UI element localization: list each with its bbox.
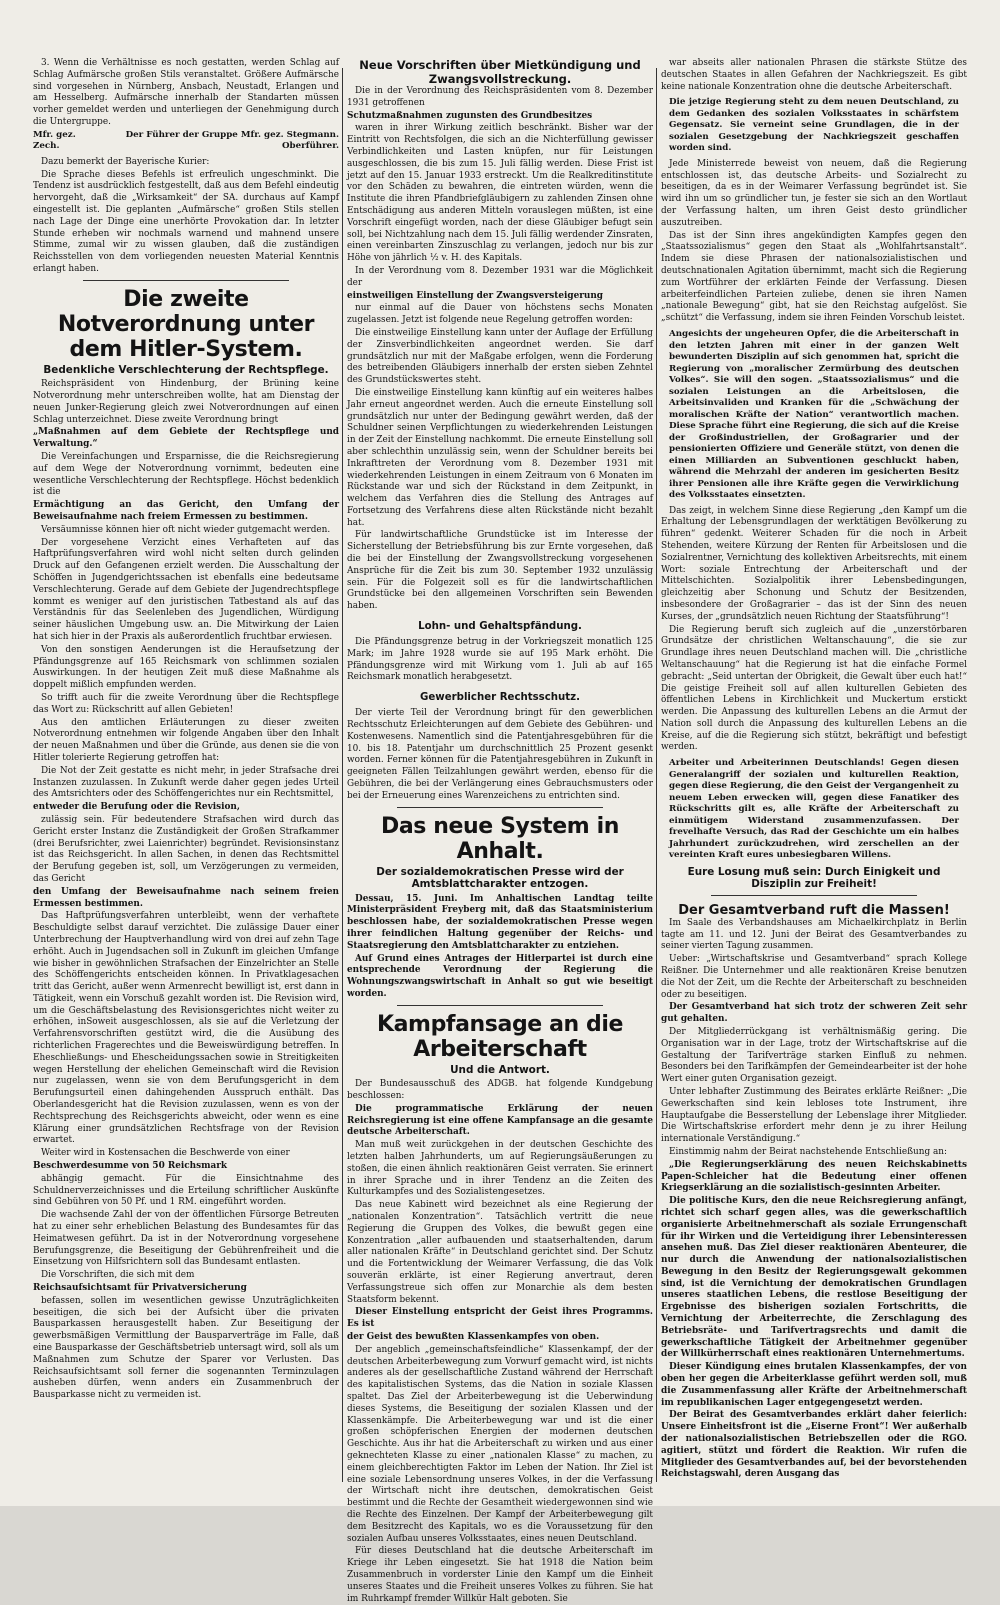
signature-left: Mfr. gez. Zech. xyxy=(33,129,76,151)
article-paragraph: Weiter wird in Kostensachen die Beschwerde von einer xyxy=(41,1148,290,1159)
article-paragraph-bold: der Geist des bewußten Klassenkampfes von oben. xyxy=(347,1332,600,1343)
article-paragraph: Die Regierung beruft sich zugleich auf die „unzerstörbaren Grundsätze der christlichen Weltanschauung“, die sie zur Grundlage ihres neuen Deutschland machen will. Die „christliche Weltanschauung“ hat die Regierung ist hat die einfache Formel gebracht: „Seid untertan der Obrigkeit, die Gewalt über euch hat!“ Die geistige Freiheit soll auf allen kulturellen Gebieten des öffentlichen Lebens in Kirchlichkeit und Muckertum erstickt werden. Die Anpassung des kulturellen Lebens an die Armut der Nation soll durch die Anpassung des kulturellen Lebens an die Kreise, auf die die Regierung sich stützt, bekräftigt und befestigt werden. xyxy=(661,624,967,753)
headline-divider xyxy=(397,1005,603,1006)
article-paragraph-bold: den Umfang der Beweisaufnahme nach seinem freien Ermessen bestimmen. xyxy=(33,886,339,909)
article-paragraph-bold: Die programmatische Erklärung der neuen Reichsregierung ist eine offene Kampfansage an die gesamte deutsche Arbeiterschaft. xyxy=(347,1103,653,1138)
article-paragraph: Der Bundesausschuß des ADGB. hat folgende Kundgebung beschlossen: xyxy=(347,1079,653,1102)
article-paragraph: Die Vereinfachungen und Ersparnisse, die die Reichsregierung auf dem Wege der Notverordnung vornimmt, bedeuten eine wesentliche Verschlechterung der Rechtspflege. Höchst bedenklich ist die xyxy=(33,452,339,498)
article-paragraph-bold: Dessau, 15. Juni. Im Anhaltischen Landtag teilte Ministerpräsident Freyberg mit, daß das Staatsministerium beschlossen habe, der sozialdemokratischen Presse wegen ihrer feindlichen Haltung gegenüber der Reichs- und Staatsregierung den Amtsblattcharakter zu entziehen. xyxy=(347,893,653,951)
kampfansage-headline: Kampfansage an die Arbeiterschaft xyxy=(376,1011,624,1062)
article-paragraph-bold: Der Gesamtverband hat sich trotz der schweren Zeit sehr gut gehalten. xyxy=(661,1002,967,1025)
kampfansage-subhead: Und die Antwort. xyxy=(450,1063,550,1076)
middle-column xyxy=(347,58,654,1604)
headline-divider xyxy=(711,895,917,896)
article-paragraph: Versäumnisse können hier oft nicht wieder gutgemacht werden. xyxy=(41,524,331,535)
article-paragraph-bold: Dieser Einstellung entspricht der Geist ihres Programms. Es ist xyxy=(347,1307,653,1330)
article-paragraph-bold: Der Beirat des Gesamtverbandes erklärt daher feierlich: Unsere Einheitsfront ist die „Eiserne Front“! Wer außerhalb der nationalsozialistischen Betriebszellen oder die RGO. agitiert, stützt und fördert die Reaktion. Wir rufen die Mitglieder des Gesamtverbandes auf, bei der bevorstehenden Reichstagswahl, deren Ausgang das xyxy=(661,1410,967,1480)
article-headline: Die zweite Notverordnung unter dem Hitler-System. xyxy=(57,286,315,362)
article-paragraph-bold: Schutzmaßnahmen zugunsten des Grundbesitzes xyxy=(347,110,593,121)
article-paragraph: Im Saale des Verbandshauses am Michaelkirchplatz in Berlin tagte am 11. und 12. Juni der Beirat des Gesamtverbandes zu seiner vierten Tagung zusammen. xyxy=(661,917,967,952)
article-paragraph: Reichspräsident von Hindenburg, der Brüning keine Notverordnung mehr unterschreiben wollte, hat am Dienstag der neuen Junker-Regierung gleich zwei Notverordnungen auf einen Schlag unterzeichnet. Diese zweite Verordnung bringt xyxy=(33,379,339,425)
article-paragraph-bold: Dieser Kündigung eines brutalen Klassenkampfes, der von oben her gegen die Arbeiterklasse geführt werden soll, muß die Zusammenfassung aller Kräfte der Arbeitnehmerschaft im republikanischen Lager entgegengesetzt werden. xyxy=(661,1362,967,1408)
headline-divider xyxy=(397,807,603,808)
article-paragraph-bold: „Maßnahmen auf dem Gebiete der Rechtspflege und Verwaltung.“ xyxy=(33,427,339,450)
headline-divider xyxy=(83,280,289,281)
article-paragraph-bold: Auf Grund eines Antrages der Hitlerpartei ist durch eine entsprechende Verordnung der Regierung die Wohnungszwangswirtschaft in Anhalt so gut wie beseitigt worden. xyxy=(347,953,653,999)
emphasis-block: Angesichts der ungeheuren Opfer, die die Arbeiterschaft in den letzten Jahren mit einer in der ganzen Welt bewunderten Disziplin auf sich genommen hat, spricht die Regierung von „moralischer Zermürbung des deutschen Volkes“. Sie will den sogen. „Staatssozialismus“ und die sozialen Leistungen an die Arbeitslosen, die Arbeitsinvaliden und Kranken für die „Schwächung der moralischen Kräfte der Nation“ verantwortlich machen. Diese Sprache führt eine Regierung, die sich auf die Kreise der Großindustriellen, der Großagrarier und der pensionierten Offiziere und Generäle stützt, von denen die einen Milliarden an Subventionen geschluckt haben, während die Mehrzahl der anderen im gesicherten Besitz ihrer Pensionen alle ihre Kräfte gegen die Verwirklichung des Volksstaates einsetzten. xyxy=(669,329,959,501)
column-rule xyxy=(342,68,343,1482)
article-paragraph: Das zeigt, in welchem Sinne diese Regierung „den Kampf um die Erhaltung der Lebensgrundlagen der werktätigen Bevölkerung zu führen“ gedenkt. Weiterer Schaden für die noch in Arbeit Stehenden, weitere Kürzung der Renten für Arbeitslosen und die Sozialrentner, Vernichtung des kollektiven Arbeitsrechts, mit einem Wort: soziale Entrechtung der Arbeiterschaft und der Mittelschichten. Sozialpolitik ihrer Lebensbedingungen, gleichzeitig aber Schonung und Schutz der Besitzenden, insbesondere der Großagrarier – das ist der Sinn des neuen Kurses, der „grundsätzlich neuen Richtung der Staatsführung“! xyxy=(661,505,967,622)
emphasis-block: Arbeiter und Arbeiterinnen Deutschlands! Gegen diesen Generalangriff der sozialen und kulturellen Reaktion, gegen diese Regierung, die den Geist der Vergangenheit zu neuem Leben erwecken will, gegen diese Fanatiker des Rückschritts gilt es, alle Kräfte der Arbeiterschaft zu einmütigem Widerstand zusammenzufassen. Der frevelhafte Versuch, das Rad der Geschichte um ein halbes Jahrhundert zurückzudrehen, wird zerschellen an der vereinten Kraft eures unbesiegbaren Willens. xyxy=(669,758,959,861)
closing-line: Eure Losung muß sein: Durch Einigkeit und Disziplin zur Freiheit! xyxy=(687,865,941,891)
article-paragraph: Aus den amtlichen Erläuterungen zu dieser zweiten Notverordnung entnehmen wir folgende Angaben über den Inhalt der neuen Maßnahmen und über die Gründe, aus denen sie die von Hitler tolerierte Regierung getroffen hat: xyxy=(33,717,339,763)
right-column xyxy=(661,58,967,1488)
article-paragraph: Das ist der Sinn ihres angekündigten Kampfes gegen den „Staatssozialismus“ gegen den Staat als „Wohlfahrtsanstalt“. Indem sie diese Phrasen der nationalsozialistischen und deutschnationalen Agitation übernimmt, macht sich die Regierung zum Wortführer der erklärten Feinde der Verfassung. Diesen arbeiterfeindlichen Parteien zuliebe, denen sie ihren Namen „nationale Bewegung“ gibt, hat sie den Reichstag aufgelöst. Sie „schützt“ die Verfassung, indem sie ihren Feinden Vorschub leistet. xyxy=(661,230,967,324)
article-paragraph: Die Vorschriften, die sich mit dem xyxy=(41,1270,195,1281)
article-paragraph-bold: Beschwerdesumme von 50 Reichsmark xyxy=(33,1161,228,1172)
intro-paragraph: 3. Wenn die Verhältnisse es noch gestatten, werden Schlag auf Schlag Aufmärsche großen Stils veranstaltet. Größere Aufmärsche sind vorgesehen in Nürnberg, Ansbach, Neustadt, Erlangen und am Hesselberg. Aufmärsche innerhalb der Standarten müssen vorher gemeldet werden und unterliegen der Genehmigung durch die Untergruppe. xyxy=(33,58,339,127)
article-paragraph: Einstimmig nahm der Beirat nachstehende Entschließung an: xyxy=(669,1146,947,1157)
article-subhead: Bedenkliche Verschlechterung der Rechtspflege. xyxy=(43,363,329,376)
article-paragraph: abhängig gemacht. Für die Einsichtnahme des Schuldnerverzeichnisses und die Erteilung schriftlicher Auskünfte sind Gebühren von 50 Pf. und 1 RM. eingeführt worden. xyxy=(33,1173,339,1208)
left-column xyxy=(33,58,339,1488)
article-paragraph: Jede Ministerrede beweist von neuem, daß die Regierung entschlossen ist, das deutsche Arbeits- und Sozialrecht zu beseitigen, da es in der Weimarer Verfassung begründet ist. Sie wird ihn um so gründlicher tun, je fester sie sich an den Wortlaut der Verfassung halten, um ihren Geist desto gründlicher auszutreiben. xyxy=(661,158,967,228)
article-paragraph: Die einstweilige Einstellung kann künftig auf ein weiteres halbes Jahr erneut angeordnet werden. Auch die erneute Einstellung soll grundsätzlich nur unter der Bedingung gewährt werden, daß der Schuldner seinen Verpflichtungen zu wiederkehrenden Leistungen in der Zeit der Einstellung nachkommt. Die erneute Einstellung soll aber schlechthin unzulässig sein, wenn der Schuldner bereits bei Inkrafttreten der Verordnung vom 8. Dezember 1931 mit wiederkehrenden Leistungen in einem Zeitraum von 6 Monaten im Rückstande war und sich der Rückstand in dem Zeitpunkt, in welchem das Verfahren dies die Stellung des Antrages auf Fortsetzung des Verfahrens diese alten Rückstände nicht bezahlt hat. xyxy=(347,387,653,528)
anhalt-subhead: Der sozialdemokratischen Presse wird der Amtsblattcharakter entzogen. xyxy=(376,865,624,891)
article-paragraph: Das neue Kabinett wird bezeichnet als eine Regierung der „nationalen Konzentration“. Tatsächlich vertritt die neue Regierung die Gruppen des Volkes, die bewußt gegen eine Konzentration „aller aufbauenden und staatserhaltenden, darum aller nationalen Kräfte“ in Deutschland gerichtet sind. Der Schutz und die Fortentwicklung der Weimarer Verfassung, die das Volk souverän erklärte, ist einer Regierung anvertraut, deren Verfassungstreue sich offen zur Monarchie als dem besten Staatsform bekennt. xyxy=(347,1200,653,1305)
article-paragraph: waren in ihrer Wirkung zeitlich beschränkt. Bisher war der Eintritt von Rechtsfolgen, die sich an die Nichterfüllung gewisser Verbindlichkeiten und Lasten knüpfen, nur für Leistungen ausgeschlossen, die bis zum 15. Juli fällig werden. Diese Frist ist jetzt auf den 15. Januar 1933 erstreckt. Um die Realkreditinstitute vor den Schäden zu bewahren, die eintreten würden, wenn die Institute die ihren Pfandbriefgläubigern zu zahlenden Zinsen ohne Entschädigung aus anderen Mitteln vorauslegen müßten, ist eine Vorschrift eingefügt worden, nach der diese Gläubiger befugt sein soll, bei Nichtzahlung nach dem 15. Juli fällig werdender Zinsraten, einen vereinbarten Zinszuschlag zu verlangen, jedoch nur bis zur Höhe von jährlich ½ v. H. des Kapitals. xyxy=(347,123,654,264)
column-rule xyxy=(656,68,657,1482)
article-paragraph: zulässig sein. Für bedeutendere Strafsachen wird durch das Gericht erster Instanz die Zuständigkeit der Großen Strafkammer (drei Berufsrichter, zwei Laienrichter) begründet. Revisionsinstanz ist das Reichsgericht. In allen Sachen, in denen das Rechtsmittel der Berufung gegeben ist, soll, um Verzögerungen zu vermeiden, das Gericht xyxy=(33,814,339,884)
article-paragraph: Für landwirtschaftliche Grundstücke ist im Interesse der Sicherstellung der Betriebsführung bis zur Ernte vorgesehen, daß die bei der Einstellung der Zwangsvollstreckung vorgesehenen Ansprüche für die Zeit bis zum 30. September 1932 unzulässig sein. Für die Folgezeit soll es für die landwirtschaftlichen Grundstücke bei den allgemeinen Vorschriften sein Bewenden haben. xyxy=(347,530,653,612)
article-paragraph: Man muß weit zurückgehen in der deutschen Geschichte des letzten halben Jahrhunderts, um auf Regierungsäußerungen zu stoßen, die einen ähnlich reaktionären Geist verraten. Sie erinnert in ihrer Sprache und in ihrer Tendenz an die Zeiten des Kulturkampfes und des Sozialistengesetzes. xyxy=(347,1140,653,1198)
article-paragraph: In der Verordnung vom 8. Dezember 1931 war die Möglichkeit der xyxy=(347,265,653,288)
article-paragraph: Für dieses Deutschland hat die deutsche Arbeiterschaft im Kriege ihr Leben eingesetzt. Sie hat 1918 die Nation beim Zusammenbruch in vorderster Linie den Kampf um die Einheit unseres Staates und die Freiheit unseres Volkes zu führen. Sie hat im Ruhrkampf fremder Willkür Halt geboten. Sie xyxy=(347,1546,653,1604)
article-paragraph: Der Mitgliederrückgang ist verhältnismäßig gering. Die Organisation war in der Lage, trotz der Wirtschaftskrise auf die Gestaltung der Tarifverträge starken Einfluß zu nehmen. Besonders bei den Tarifkämpfen der Gemeindearbeiter ist der hohe Wert einer guten Organisation gezeigt. xyxy=(661,1026,967,1085)
article-paragraph: Die wachsende Zahl der von der öffentlichen Fürsorge Betreuten hat zu einer sehr erheblichen Belastung des Bundesamtes für das Heimatwesen geführt. Da ist in der Notverordnung vorgesehene Berufungsgrenze, die Beseitigung der Gebührenfreiheit und die Einsetzung von Hilfsrichtern soll das Bundesamt entlasten. xyxy=(33,1210,339,1268)
article-paragraph: Das Haftprüfungsverfahren unterbleibt, wenn der verhaftete Beschuldigte selbst darauf verzichtet. Die zulässige Dauer einer Unterbrechung der Hauptverhandlung wird von drei auf zehn Tage erhöht. Auch in Jugendsachen soll in Zukunft im gleichen Umfange wie bisher in gewöhnlichen Strafsachen der Einzelrichter an Stelle des Schöffengerichts entscheiden können. In Privatklagesachen tritt das Gericht, außer wenn Armenrecht bewilligt ist, erst dann in Tätigkeit, wenn ein Vorschuß gezahlt worden ist. Die Revision wird, um die Geschäftsbelastung des Revisionsgerichtes nicht weiter zu erhöhen, inSoweit ausgeschlossen, als sie auf die Verletzung der Verfahrensvorschriften gestützt wird, die die Ausübung des richterlichen Fragerechtes und die Beweiswürdigung betreffen. In Eheschließungs- und Ehescheidungssachen sowie in Streitigkeiten wegen Herstellung der ehelichen Gemeinschaft wird die Revision nur zugelassen, wenn sie von dem Berufungsgericht in dem Berufungsurteil einen dahingehenden Ausspruch enthält. Das Oberlandesgericht hat die Revision zuzulassen, wenn es von der Rechtsprechung des Reichsgerichts abweicht, oder wenn es eine Klärung einer grundsätzlichen Rechtsfrage von der Revision erwartet. xyxy=(33,911,339,1146)
article-paragraph: Die in der Verordnung des Reichspräsidenten vom 8. Dezember 1931 getroffenen xyxy=(347,86,653,108)
article-paragraph: nur einmal auf die Dauer von höchstens sechs Monaten zugelassen. Jetzt ist folgende neue Regelung getroffen worden: xyxy=(347,303,653,326)
gewerb-heading: Gewerblicher Rechtsschutz. xyxy=(420,692,580,704)
article-paragraph: Der vorgesehene Verzicht eines Verhafteten auf das Haftprüfungsverfahren wird wohl nicht selten durch gelinden Druck auf den Gefangenen erzielt werden. Die Ausschaltung der Schöffen in Jugendgerichtssachen ist ebenfalls eine bedeutsame Verschlechterung. Gerade auf dem Gebiete der Jugendrechtspflege kommt es weniger auf den juristischen Tatbestand als auf das Verständnis für das Seelenleben des Jugendlichen, Würdigung seiner häuslichen Umgebung usw. an. Die Mitwirkung der Laien hat sich hier in der Praxis als außerordentlich fruchtbar erwiesen. xyxy=(33,537,339,642)
article-paragraph-bold: Die politische Kurs, den die neue Reichsregierung anfängt, richtet sich scharf gegen alles, was die gewerkschaftlich organisierte Arbeitnehmerschaft als soziale Errungenschaft für ihr Wirken und die Verteidigung ihrer Lebensinteressen ansehen muß. Das Ziel dieser reaktionären Abenteurer, die nur durch die Anwendung der nationalsozialistischen Bewegung in den Besitz der Regierungsgewalt gekommen sind, ist die Vernichtung der demokratischen Grundlagen unseres staatlichen Lebens, die restlose Beseitigung der Ergebnisse des bisherigen sozialen Fortschritts, die Vernichtung der Arbeiterrechte, die Zerschlagung des Betriebsräte- und Tarifvertragsrechts und damit die gewerkschaftliche Tätigkeit der Arbeitnehmer gegenüber der Willkürherrschaft eines reaktionären Unternehmertums. xyxy=(661,1196,967,1360)
article-paragraph-bold: entweder die Berufung oder die Revision, xyxy=(33,802,240,813)
signature-right: Der Führer der Gruppe Mfr. gez. Stegmann. Oberführer. xyxy=(125,129,339,151)
kurier-paragraph: Dazu bemerkt der Bayerische Kurier: xyxy=(41,156,210,167)
article-paragraph: Ueber: „Wirtschaftskrise und Gesamtverband“ sprach Kollege Reißner. Die Unternehmer und alle reaktionären Kreise benutzen die Not der Zeit, um die Rechte der Arbeiterschaft zu beschneiden oder zu beseitigen. xyxy=(661,954,967,1000)
article-paragraph-bold: einstweiligen Einstellung der Zwangsversteigerung xyxy=(347,290,604,301)
article-paragraph: Die einstweilige Einstellung kann unter der Auflage der Erfüllung der Zinsverbindlichkeiten angeordnet werden. Sie darf grundsätzlich nur mit der Maßgabe erfolgen, wenn die Forderung des betreibenden Gläubigers innerhalb der ersten sieben Zehntel des Grundstückswertes steht. xyxy=(347,327,653,386)
article-paragraph: Der angeblich „gemeinschaftsfeindliche“ Klassenkampf, der der deutschen Arbeiterbewegung zum Vorwurf gemacht wird, ist nichts anderes als der gesellschaftliche Zustand während der Herrschaft des kapitalistischen Systems, das die Nation in soziale Klassen spaltet. Das Ziel der Arbeiterbewegung ist die Ueberwindung dieses Systems, die Beseitigung der sozialen Klassen und der Klassenkämpfe. Die Arbeiterbewegung war und ist die einer großen schöpferischen Energien der modernen deutschen Geschichte. Aus ihr hat die Arbeiterschaft zu wirken und aus einer geknechteten Klasse zu einer „nationalen Klasse“ zu machen, zu einem gleichberechtigten Faktor im Leben der Nation. Ihr Ziel ist eine soziale Lebensordnung unseres Volkes, in der die Verfassung der Wirtschaft nicht ihre deutschen, demokratischen Geist bestimmt und die Rechte der Gesamtheit wiedergewonnen sind wie die Rechte des Einzelnen. Der Kampf der Arbeiterbewegung gilt dem Besitzrecht des Kapitals, wo es die Voraussetzung für den sozialen Aufbau unseres Volksstaates, eines neuen Deutschland. xyxy=(347,1344,653,1544)
signature-block xyxy=(33,130,339,152)
article-paragraph: war abseits aller nationalen Phrasen die stärkste Stütze des deutschen Staates in allen Gefahren der Nachkriegszeit. Es gibt keine nationale Konzentration ohne die deutsche Arbeiterschaft. xyxy=(661,58,967,92)
article-paragraph: Von den sonstigen Aenderungen ist die Heraufsetzung der Pfändungsgrenze auf 165 Reichsmark von schlimmen sozialen Auswirkungen. In der heutigen Zeit muß diese Maßnahme als doppelt mißlich empfunden werden. xyxy=(33,644,339,691)
article-paragraph: Die Pfändungsgrenze betrug in der Vorkriegszeit monatlich 125 Mark; im Jahre 1928 wurde sie auf 195 Mark erhöht. Die Pfändungsgrenze wird mit Wirkung vom 1. Juli ab auf 165 Reichsmark monatlich herabgesetzt. xyxy=(347,637,653,683)
emphasis-block: Die jetzige Regierung steht zu dem neuen Deutschland, zu dem Gedanken des sozialen Volksstaates in schärfstem Gegensatz. Sie verneint seine Grundlagen, die in der sozialen Gesetzgebung der Nachkriegszeit geschaffen worden sind. xyxy=(669,97,959,154)
article-paragraph: Die Not der Zeit gestatte es nicht mehr, in jeder Strafsache drei Instanzen zuzulassen. In Zukunft werde daher gegen jedes Urteil des Amtsrichters oder des Schöffengerichtes nur ein Rechtsmittel, xyxy=(33,765,339,800)
kurier-paragraph: Die Sprache dieses Befehls ist erfreulich ungeschminkt. Die Tendenz ist ausdrücklich festgestellt, daß aus dem Befehl eindeutig hervorgeht, daß die „Wirksamkeit“ der SA. durchaus auf Kampf eingestellt ist. Die geplanten „Aufmärsche“ großen Stils stellen nach Lage der Dinge eine unerhörte Provokation dar. In letzter Stunde erheben wir nochmals warnend und mahnend unsere Stimme, zumal wir zu wissen glauben, daß die zuständigen Reichsstellen von dem vorliegenden neuesten Material Kenntnis erlangt haben. xyxy=(33,169,339,274)
mietkuendigung-headline: Neue Vorschriften über Mietkündigung und Zwangsvollstreckung. xyxy=(359,58,641,86)
lohn-heading: Lohn- und Gehaltspfändung. xyxy=(418,621,582,633)
anhalt-headline: Das neue System in Anhalt. xyxy=(381,813,619,864)
gesamtverband-headline: Der Gesamtverband ruft die Massen! xyxy=(678,902,950,918)
article-paragraph-bold: „Die Regierungserklärung des neuen Reichskabinetts Papen-Schleicher hat die Bedeutung einer offenen Kriegserklärung an die sozialistisch-gesinnten Arbeiter. xyxy=(661,1159,967,1194)
article-paragraph: So trifft auch für die zweite Verordnung über die Rechtspflege das Wort zu: Rückschritt auf allen Gebieten! xyxy=(33,692,339,715)
article-paragraph: Unter lebhafter Zustimmung des Beirates erklärte Reißner: „Die Gewerkschaften sind kein lebloses tote Instrument, ihre Hauptaufgabe die Besserstellung der Lebenslage ihrer Mitglieder. Die Wirtschaftskrise erfordert mehr denn je zu ihrer Heilung internationale Verständigung.“ xyxy=(661,1086,967,1145)
article-paragraph: Der vierte Teil der Verordnung bringt für den gewerblichen Rechtsschutz Erleichterungen auf dem Gebiete des Gebühren- und Kostenwesens. Namentlich sind die Patentjahresgebühren für die 10. bis 18. Patentjahr um durchschnittlich 25 Prozent gesenkt worden. Ferner können für die Patentjahresgebühren in Zukunft in geeigneten Fällen Teilzahlungen gewährt werden, ebenso für die Gebühren, die bei der Verlängerung eines Gebrauchsmusters oder bei der Erneuerung eines Warenzeichens zu entrichten sind. xyxy=(347,708,653,801)
article-paragraph-bold: Reichsaufsichtsamt für Privatversicherung xyxy=(33,1283,247,1294)
article-paragraph-bold: Ermächtigung an das Gericht, den Umfang der Beweisaufnahme nach freiem Ermessen zu bestimmen. xyxy=(33,500,339,523)
article-paragraph: befassen, sollen im wesentlichen gewisse Unzuträglichkeiten beseitigen, die sich bei der Aufsicht über die privaten Bausparkassen herausgestellt haben. Zur Beseitigung der gewerbsmäßigen Vermittlung der Bausparverträge im Falle, daß eine Bausparkasse der Geschäftsbetrieb untersagt wird, soll als um Maßnahmen zum Schutze der Sparer vor Verlusten. Das Reichsaufsichtsamt soll ferner die sogenannten Terminzulagen ausheben dürfen, wenn anders ein Zusammenbruch der Bausparkasse nicht zu vermeiden ist. xyxy=(33,1295,339,1401)
